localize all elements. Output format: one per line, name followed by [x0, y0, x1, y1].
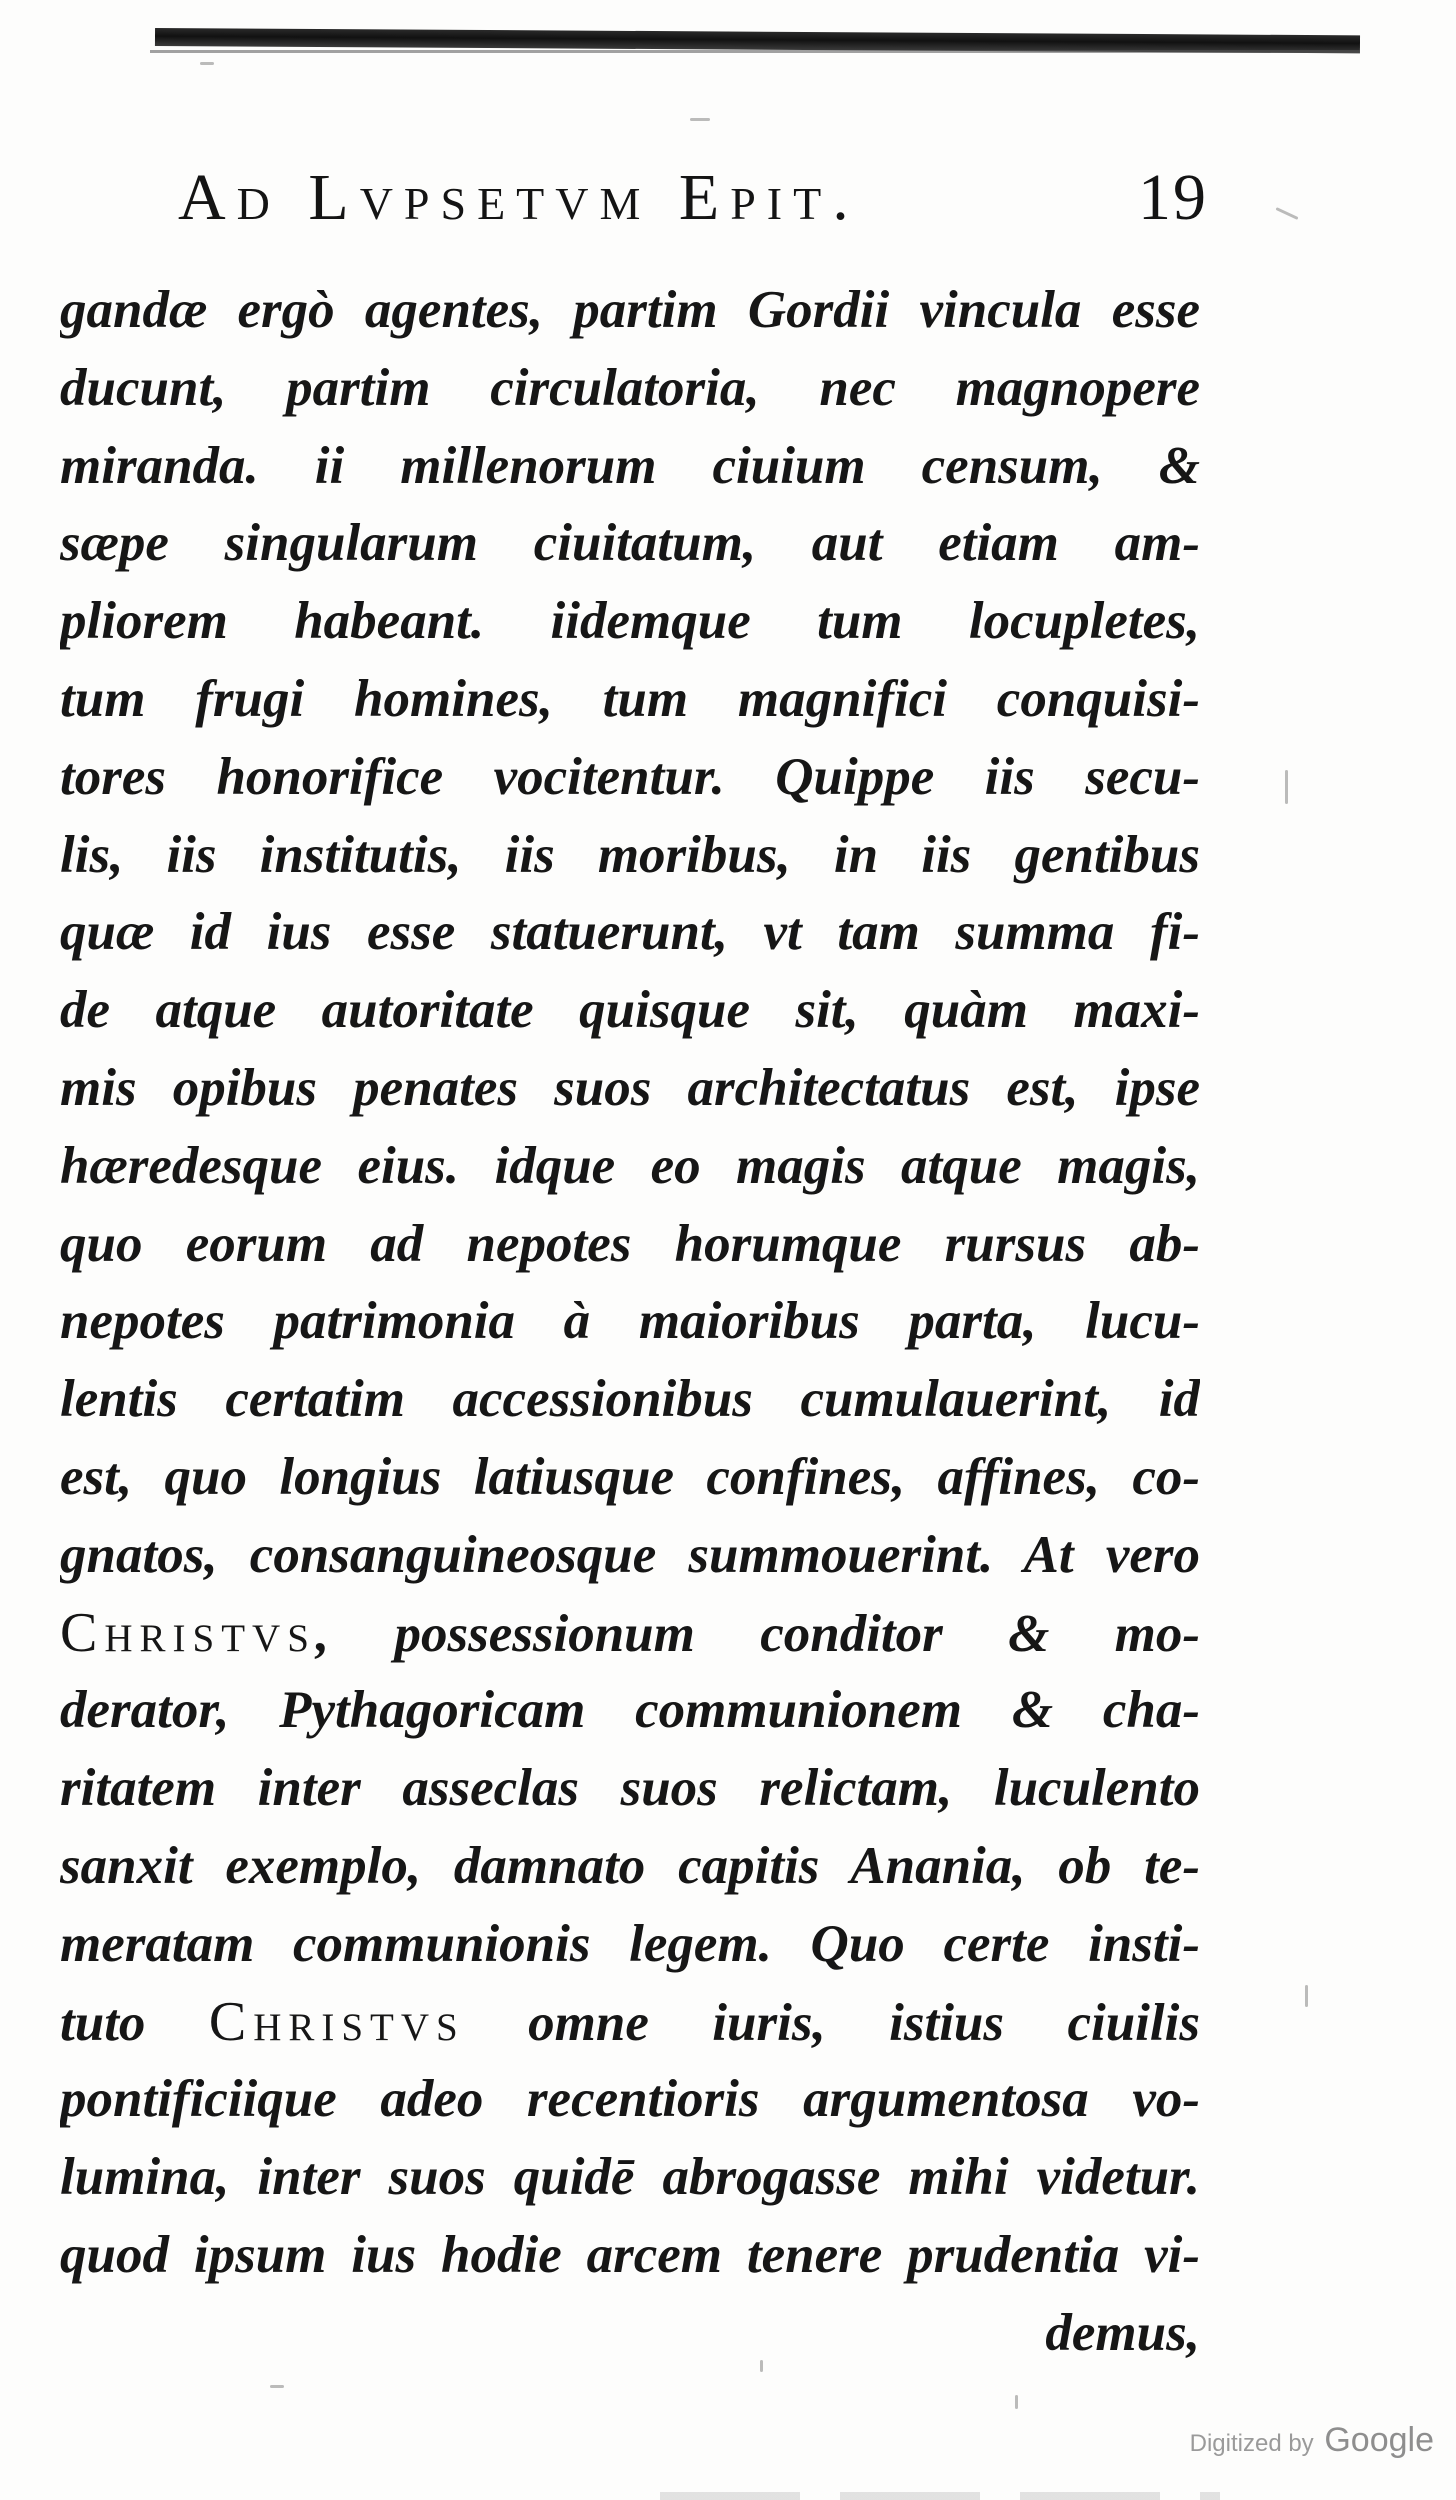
text-line: lumina, inter suos quidē abrogasse mihi videtur.	[60, 2148, 1200, 2207]
running-title: Ad Lvpsetvm Epit.	[178, 161, 860, 234]
text-line: meratam communionis legem. Quo certe insti-	[60, 1914, 1200, 1973]
text-line: quo eorum ad nepotes horumque rursus ab-	[60, 1214, 1200, 1273]
text-line-christus	[60, 1595, 1200, 1673]
text-line: pliorem habeant. iidemque tum locupletes,	[60, 592, 1200, 651]
text-line: gnatos, consanguineosque summouerint. At vero	[60, 1525, 1200, 1584]
text-segment: omne iuris, istius ciuilis	[464, 1993, 1200, 2052]
text-line: est, quo longius latiusque confines, affines, co-	[60, 1447, 1200, 1506]
watermark-prefix: Digitized by	[1189, 2430, 1314, 2457]
text-segment: , possessionum conditor & mo-	[315, 1604, 1200, 1663]
text-line: nepotes patrimonia à maioribus parta, lucu-	[60, 1292, 1200, 1351]
text-line: lis, iis institutis, iis moribus, in iis gentibus	[60, 825, 1200, 884]
text-line: hæredesque eius. idque eo magis atque magis,	[60, 1136, 1200, 1195]
text-line: quod ipsum ius hodie arcem tenere prudentia vi-	[60, 2225, 1200, 2284]
running-header	[178, 160, 1208, 250]
page-number: 19	[1138, 161, 1208, 234]
catchword: demus,	[1045, 2303, 1200, 2362]
paper-speck	[1305, 1985, 1308, 2007]
paper-speck	[690, 118, 710, 121]
text-segment: tuto	[60, 1993, 209, 2052]
text-line: ducunt, partim circulatoria, nec magnopere	[60, 358, 1200, 417]
text-line: tum frugi homines, tum magnifici conquisi-	[60, 669, 1200, 728]
paper-speck	[1285, 770, 1288, 804]
text-line: mis opibus penates suos architectatus est, ipse	[60, 1058, 1200, 1117]
paper-speck	[270, 2385, 284, 2388]
text-line: lentis certatim accessionibus cumulauerint, id	[60, 1370, 1200, 1429]
text-line: sanxit exemplo, damnato capitis Anania, ob te-	[60, 1836, 1200, 1895]
text-line: pontificiique adeo recentioris argumentosa vo-	[60, 2070, 1200, 2129]
text-line: ritatem inter asseclas suos relictam, luculento	[60, 1759, 1200, 1818]
paper-speck	[1015, 2395, 1018, 2409]
text-line: tores honorifice vocitentur. Quippe iis secu-	[60, 747, 1200, 806]
paper-speck	[200, 62, 214, 65]
text-line: quæ id ius esse statuerunt, vt tam summa fi-	[60, 903, 1200, 962]
digitization-watermark	[1190, 2421, 1434, 2460]
paper-speck	[1275, 207, 1298, 220]
paper-speck	[760, 2360, 763, 2372]
small-caps-name: Christvs	[60, 1601, 316, 1664]
top-border-hairline	[150, 50, 1360, 53]
text-line: derator, Pythagoricam communionem & cha-	[60, 1681, 1200, 1740]
watermark-brand: Google	[1324, 2421, 1434, 2459]
text-line: gandæ ergò agentes, partim Gordii vincula esse	[60, 281, 1200, 339]
text-line: de atque autoritate quisque sit, quàm maxi-	[60, 981, 1200, 1040]
body-text	[60, 272, 1200, 2373]
text-line: miranda. ii millenorum ciuium censum, &	[60, 436, 1200, 495]
bottom-edge-marks	[660, 2492, 1220, 2500]
text-line: sæpe singularum ciuitatum, aut etiam am-	[60, 514, 1200, 573]
small-caps-name: Christvs	[208, 1990, 465, 2053]
text-line-christus	[60, 1984, 1200, 2062]
